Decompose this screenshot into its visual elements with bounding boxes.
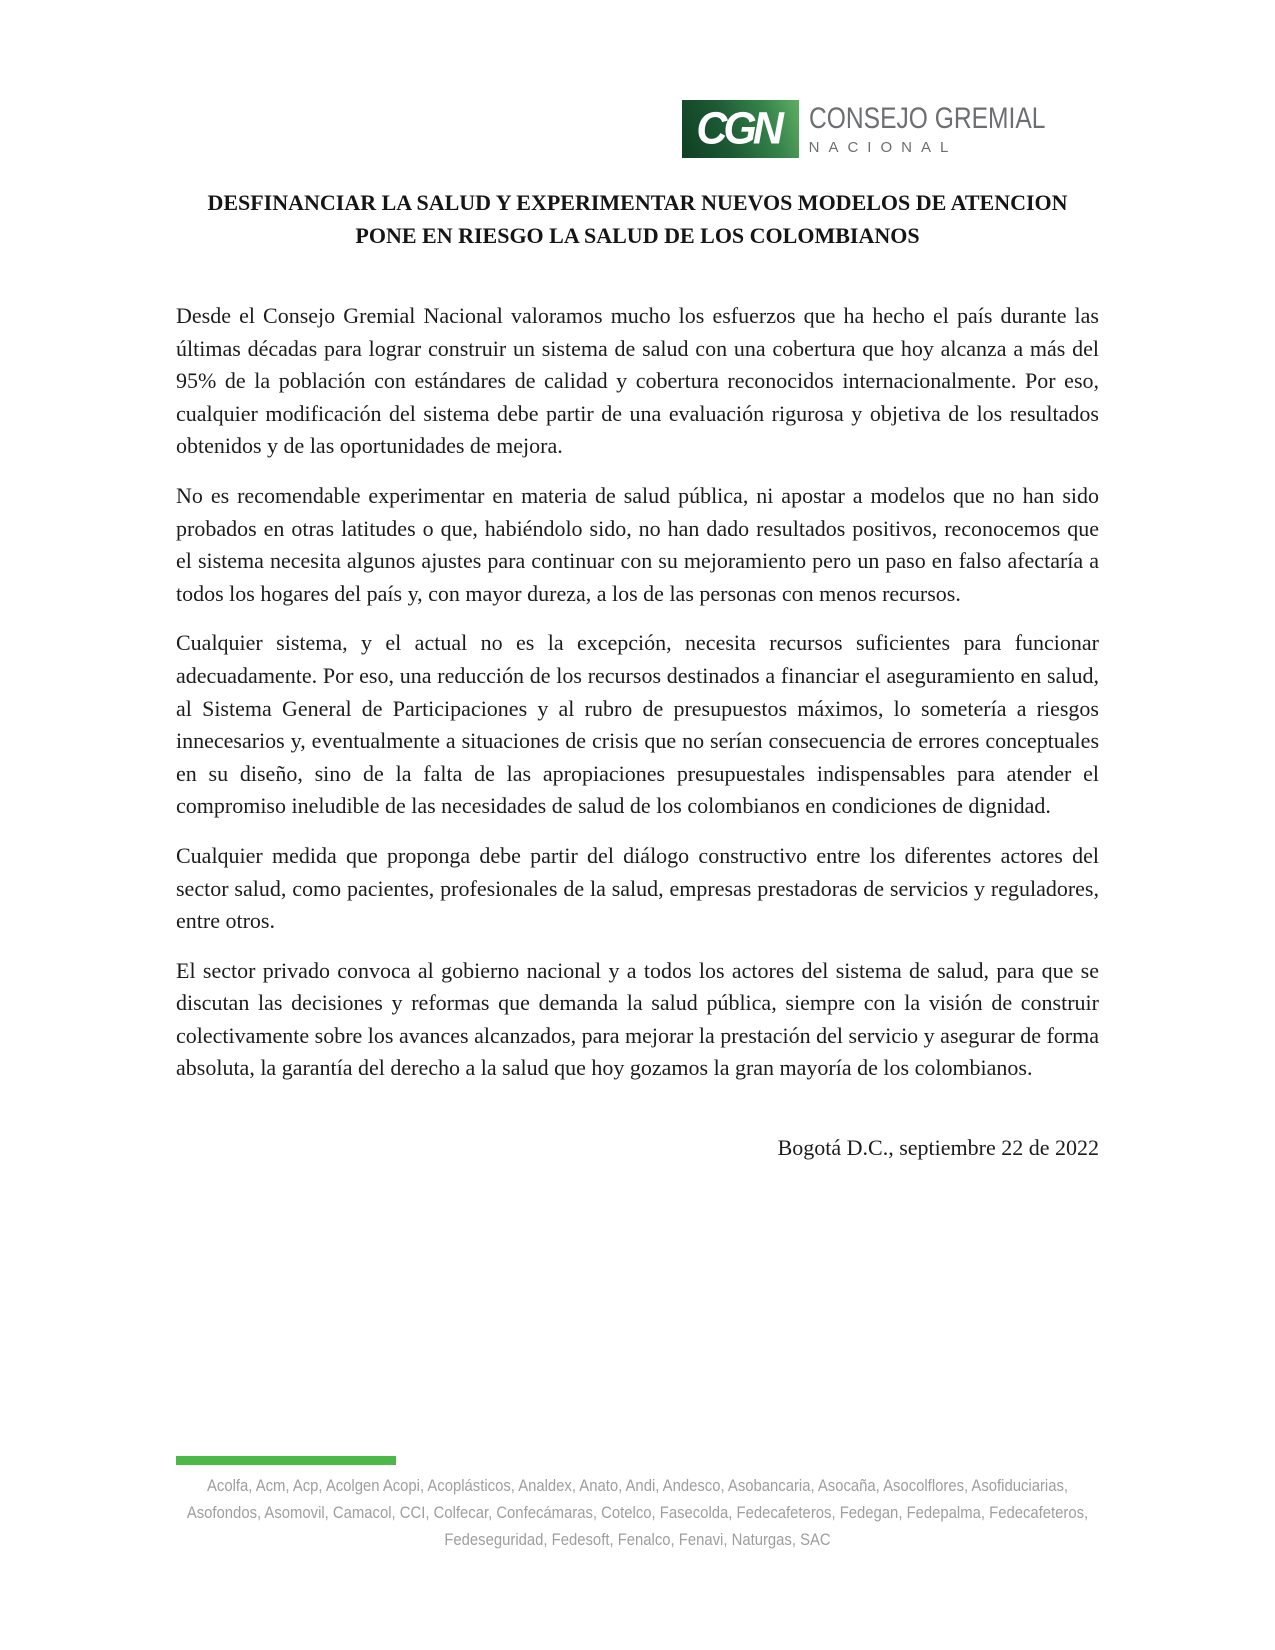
- dateline: Bogotá D.C., septiembre 22 de 2022: [777, 1135, 1099, 1161]
- paragraph-2: No es recomendable experimentar en materia de salud pública, ni apostar a modelos que no han sido probados en otras latitudes o que, habiéndolo sido, no han dado resultados positivos, reconocemos que el sistema necesita algunos ajustes para continuar con su mejoramiento pero un paso en falso afectaría a todos los hogares del país y, con mayor dureza, a los de las personas con menos recursos.: [176, 482, 1099, 606]
- document-footer: [0, 1456, 1275, 1554]
- cgn-logo: [682, 100, 1097, 158]
- header: [0, 0, 1275, 158]
- cgn-logo-text: [808, 101, 1097, 156]
- cgn-logo-acronym: CGN: [696, 103, 780, 154]
- footer-divider-bar: [176, 1456, 396, 1465]
- paragraph-5: El sector privado convoca al gobierno nacional y a todos los actores del sistema de salud, para que se discutan las decisiones y reformas que demanda la salud pública, siempre con la visión de construir colectivamente sobre los avances alcanzados, para mejorar la prestación del servicio y asegurar de forma absoluta, la garantía del derecho a la salud que hoy gozamos la gran mayoría de los colombianos.: [176, 957, 1099, 1081]
- document-title: [0, 186, 1275, 252]
- cgn-logo-mark: [682, 100, 799, 158]
- footer-organizations: [0, 1473, 1275, 1554]
- document-body: [0, 300, 1275, 1161]
- footer-org-line-2: Asofondos, Asomovil, Camacol, CCI, Colfecar, Confecámaras, Cotelco, Fasecolda, Fedecafeteros, Fedegan, Fedepalma, Fedecafeteros,: [186, 1504, 1089, 1522]
- paragraph-4: Cualquier medida que proponga debe partir del diálogo constructivo entre los diferentes actores del sector salud, como pacientes, profesionales de la salud, empresas prestadoras de servicios y reguladores, entre otros.: [176, 842, 1099, 934]
- footer-org-line-1: Acolfa, Acm, Acp, Acolgen Acopi, Acoplásticos, Analdex, Anato, Andi, Andesco, Asobancaria, Asocaña, Asocolflores, Asofiduciarias,: [206, 1477, 1069, 1495]
- logo-name-secondary: NACIONAL: [808, 138, 958, 156]
- paragraph-3: Cualquier sistema, y el actual no es la excepción, necesita recursos suficientes para funcionar adecuadamente. Por eso, una reducción de los recursos destinados a financiar el aseguramiento en salud, al Sistema General de Participaciones y al rubro de presupuestos máximos, lo sometería a riesgos innecesarios y, eventualmente a situaciones de crisis que no serían consecuencia de errores conceptuales en su diseño, sino de la falta de las apropiaciones presupuestales indispensables para atender el compromiso ineludible de las necesidades de salud de los colombianos en condiciones de dignidad.: [176, 630, 1099, 819]
- title-line-2: PONE EN RIESGO LA SALUD DE LOS COLOMBIANOS: [355, 223, 920, 248]
- paragraph-1: Desde el Consejo Gremial Nacional valoramos mucho los esfuerzos que ha hecho el país durante las últimas décadas para lograr construir un sistema de salud con una cobertura que hoy alcanza a más del 95% de la población con estándares de calidad y cobertura reconocidos internacionalmente. Por eso, cualquier modificación del sistema debe partir de una evaluación rigurosa y objetiva de los resultados obtenidos y de las oportunidades de mejora.: [176, 303, 1099, 459]
- footer-org-line-3: Fedeseguridad, Fedesoft, Fenalco, Fenavi, Naturgas, SAC: [444, 1531, 831, 1549]
- title-line-1: DESFINANCIAR LA SALUD Y EXPERIMENTAR NUEVOS MODELOS DE ATENCION: [207, 190, 1068, 215]
- logo-name-primary: CONSEJO GREMIAL: [808, 101, 1046, 135]
